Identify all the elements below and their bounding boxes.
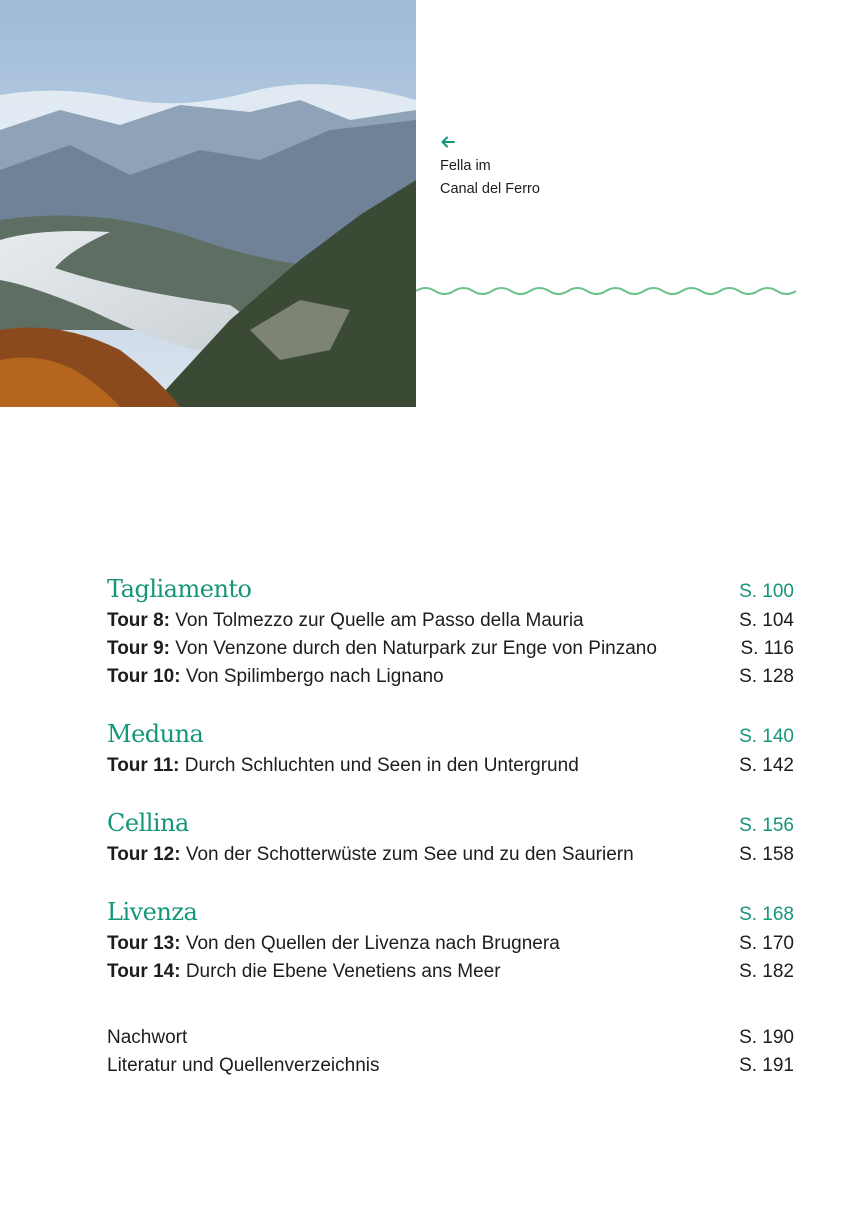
tour-number: Tour 8:: [107, 610, 170, 631]
wave-divider: [416, 283, 798, 299]
photo-caption: [440, 134, 540, 201]
toc-entry[interactable]: [107, 958, 794, 986]
table-of-contents: [107, 574, 794, 1014]
toc-section-meduna: [107, 719, 794, 780]
toc-entry[interactable]: [107, 930, 794, 958]
toc-entry-literatur[interactable]: [107, 1052, 794, 1080]
section-title: Tagliamento: [107, 575, 252, 603]
entry-title: Literatur und Quellenverzeichnis: [107, 1055, 380, 1076]
tour-title: Von Venzone durch den Naturpark zur Enge von Pinzano: [175, 638, 657, 659]
tour-number: Tour 9:: [107, 638, 170, 659]
section-page: S. 168: [739, 904, 794, 925]
tour-page: S. 158: [739, 844, 794, 865]
tour-number: Tour 12:: [107, 844, 181, 865]
toc-section-cellina: [107, 808, 794, 869]
tour-title: Durch Schluchten und Seen in den Untergrund: [184, 755, 579, 776]
valley-photo: [0, 0, 416, 407]
toc-section-livenza: [107, 897, 794, 986]
section-title: Cellina: [107, 809, 189, 837]
toc-entry[interactable]: [107, 752, 794, 780]
toc-section-tagliamento: [107, 574, 794, 691]
toc-entry-nachwort[interactable]: [107, 1024, 794, 1052]
tour-title: Von den Quellen der Livenza nach Brugnera: [185, 933, 560, 954]
tour-page: S. 142: [739, 755, 794, 776]
caption-line-1: Fella im: [440, 158, 491, 174]
tour-number: Tour 10:: [107, 666, 181, 687]
toc-entry[interactable]: [107, 607, 794, 635]
entry-page: S. 191: [739, 1055, 794, 1076]
toc-appendix: [107, 1024, 794, 1080]
section-page: S. 100: [739, 581, 794, 602]
tour-page: S. 128: [739, 666, 794, 687]
tour-page: S. 182: [739, 961, 794, 982]
tour-number: Tour 13:: [107, 933, 181, 954]
section-heading[interactable]: [107, 897, 794, 930]
tour-title: Von Spilimbergo nach Lignano: [185, 666, 444, 687]
section-heading[interactable]: [107, 808, 794, 841]
entry-page: S. 190: [739, 1027, 794, 1048]
toc-entry[interactable]: [107, 663, 794, 691]
tour-page: S. 116: [740, 638, 794, 659]
toc-entry[interactable]: [107, 635, 794, 663]
tour-number: Tour 14:: [107, 961, 181, 982]
tour-title: Von der Schotterwüste zum See und zu den Sauriern: [185, 844, 634, 865]
section-page: S. 156: [739, 815, 794, 836]
entry-title: Nachwort: [107, 1027, 188, 1048]
tour-page: S. 104: [739, 610, 794, 631]
section-page: S. 140: [739, 726, 794, 747]
toc-entry[interactable]: [107, 841, 794, 869]
arrow-left-icon: [440, 134, 456, 150]
tour-number: Tour 11:: [107, 755, 180, 776]
section-heading[interactable]: [107, 574, 794, 607]
tour-page: S. 170: [739, 933, 794, 954]
tour-title: Von Tolmezzo zur Quelle am Passo della Mauria: [175, 610, 584, 631]
section-heading[interactable]: [107, 719, 794, 752]
section-title: Meduna: [107, 720, 204, 748]
caption-line-2: Canal del Ferro: [440, 181, 540, 197]
section-title: Livenza: [107, 898, 198, 926]
tour-title: Durch die Ebene Venetiens ans Meer: [185, 961, 501, 982]
